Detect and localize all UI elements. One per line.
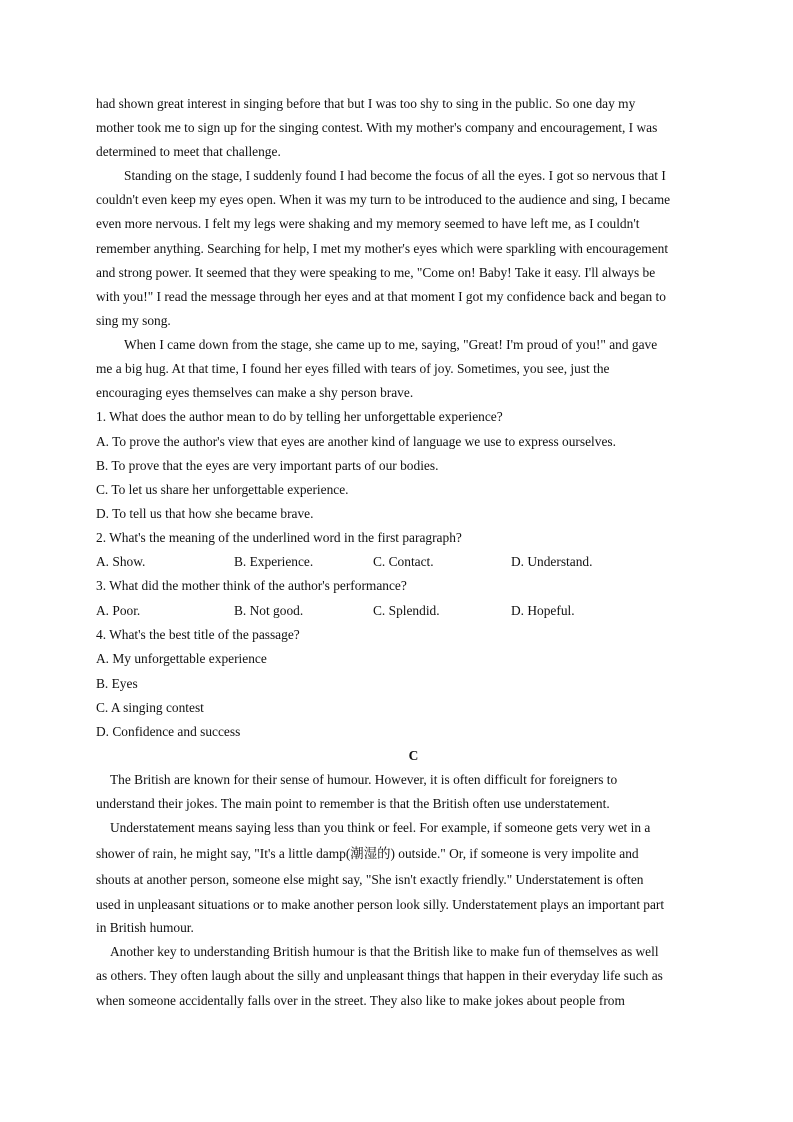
passage-b-p2-line6: with you!" I read the message through her eyes and at that moment I got my confidence back and began to [96, 289, 666, 304]
passage-b-p3-line2: me a big hug. At that time, I found her eyes filled with tears of joy. Sometimes, you see, just the [96, 361, 610, 376]
question-1-option-b: B. To prove that the eyes are very important parts of our bodies. [96, 458, 439, 473]
passage-c-heading: C [408, 748, 419, 763]
passage-c-p3-line3: when someone accidentally falls over in the street. They also like to make jokes about people from [96, 993, 625, 1008]
passage-c-p3-line2: as others. They often laugh about the silly and unpleasant things that happen in their everyday life such as [96, 968, 663, 983]
question-2-option-b: B. Experience. [234, 554, 314, 569]
passage-c-p2-line2: shower of rain, he might say, "It's a little damp(潮湿的) outside." Or, if someone is very impolite and [96, 846, 639, 861]
question-2-option-c: C. Contact. [373, 554, 434, 569]
passage-b-p1-line3: determined to meet that challenge. [96, 144, 281, 159]
question-3-option-d: D. Hopeful. [511, 603, 575, 618]
question-4-option-d: D. Confidence and success [96, 724, 241, 739]
passage-c-p1-line2: understand their jokes. The main point to remember is that the British often use understatement. [96, 796, 610, 811]
passage-b-p2-line7: sing my song. [96, 313, 171, 328]
question-3-option-a: A. Poor. [96, 603, 141, 618]
passage-b-p3-line1: When I came down from the stage, she came up to me, saying, "Great! I'm proud of you!" and gave [124, 337, 658, 352]
passage-c-p2-line3: shouts at another person, someone else might say, "She isn't exactly friendly." Understatement is often [96, 872, 644, 887]
question-3-option-c: C. Splendid. [373, 603, 440, 618]
passage-b-p1-line1: had shown great interest in singing before that but I was too shy to sing in the public. So one day my [96, 96, 636, 111]
passage-b-p3-line3: encouraging eyes themselves can make a shy person brave. [96, 385, 414, 400]
question-4-option-c: C. A singing contest [96, 700, 204, 715]
question-1-option-d: D. To tell us that how she became brave. [96, 506, 314, 521]
passage-c-p2-line4: used in unpleasant situations or to make another person look silly. Understatement plays an important part [96, 897, 665, 912]
question-4-stem: 4. What's the best title of the passage? [96, 627, 300, 642]
passage-b-p2-line4: remember anything. Searching for help, I met my mother's eyes which were sparkling with encouragement [96, 241, 669, 256]
passage-b-p2-line2: couldn't even keep my eyes open. When it was my turn to be introduced to the audience and sing, I became [96, 192, 671, 207]
passage-b-p2-line3: even more nervous. I felt my legs were shaking and my memory seemed to have left me, as I couldn't [96, 216, 640, 231]
passage-c-p3-line1: Another key to understanding British humour is that the British like to make fun of themselves as well [110, 944, 659, 959]
question-1-stem: 1. What does the author mean to do by telling her unforgettable experience? [96, 409, 503, 424]
question-1-option-c: C. To let us share her unforgettable experience. [96, 482, 349, 497]
question-3-stem: 3. What did the mother think of the author's performance? [96, 578, 407, 593]
question-4-option-b: B. Eyes [96, 676, 138, 691]
passage-b-p1-line2: mother took me to sign up for the singing contest. With my mother's company and encouragement, I was [96, 120, 658, 135]
passage-b-p2-line1: Standing on the stage, I suddenly found I had become the focus of all the eyes. I got so nervous that I [124, 168, 666, 183]
question-1-option-a: A. To prove the author's view that eyes are another kind of language we use to express ourselves. [96, 434, 616, 449]
question-4-option-a: A. My unforgettable experience [96, 651, 267, 666]
passage-c-p2-line1: Understatement means saying less than you think or feel. For example, if someone gets very wet in a [110, 820, 651, 835]
question-2-stem: 2. What's the meaning of the underlined word in the first paragraph? [96, 530, 462, 545]
passage-c-p2-line5: in British humour. [96, 920, 194, 935]
question-2-option-a: A. Show. [96, 554, 146, 569]
question-3-option-b: B. Not good. [234, 603, 304, 618]
passage-c-p1-line1: The British are known for their sense of humour. However, it is often difficult for foreigners to [110, 772, 618, 787]
question-2-option-d: D. Understand. [511, 554, 593, 569]
passage-b-p2-line5: and strong power. It seemed that they were speaking to me, "Come on! Baby! Take it easy. I'll always be [96, 265, 656, 280]
